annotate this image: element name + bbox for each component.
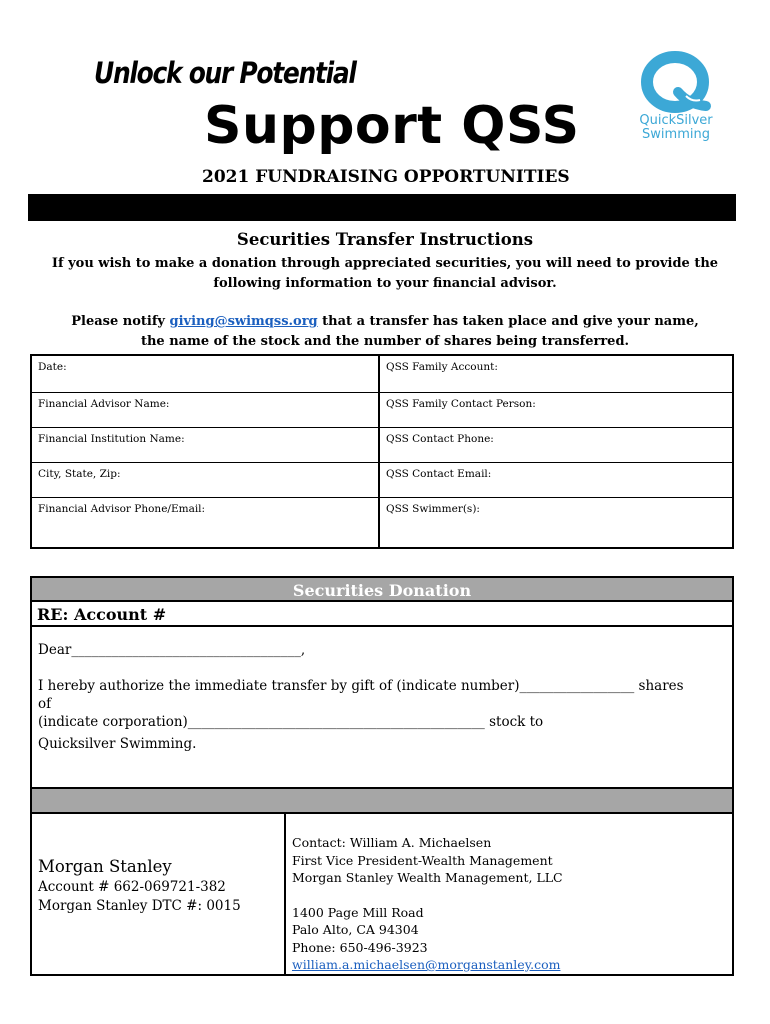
intro-text: [40, 254, 730, 294]
notify-text: [40, 312, 730, 352]
authorize-line-3: (indicate corporation)____________________________________________ stock to: [38, 714, 544, 730]
tagline: Unlock our Potential: [94, 56, 356, 90]
contact-phone-field[interactable]: QSS Contact Phone:: [386, 433, 494, 445]
contact-email-link[interactable]: william.a.michaelsen@morganstanley.com: [292, 957, 561, 972]
intro-line-2: following information to your financial advisor.: [213, 276, 557, 291]
table-row: [32, 356, 732, 393]
family-contact-field[interactable]: QSS Family Contact Person:: [386, 398, 536, 410]
table-row: [32, 428, 732, 463]
dear-line: Dear__________________________________,: [38, 642, 306, 658]
logo-text-swimming: Swimming: [642, 127, 710, 142]
bank-name: Morgan Stanley: [38, 857, 172, 876]
header-divider-bar: [28, 194, 736, 221]
notify-suffix: that a transfer has taken place and give your name,: [317, 314, 699, 329]
intro-line-1: If you wish to make a donation through appreciated securities, you will need to provide the: [51, 256, 719, 271]
section-divider-band: [32, 787, 732, 814]
authorization-letter: [32, 627, 732, 787]
authorize-line-2: of: [38, 696, 52, 712]
contact-info: [286, 814, 732, 974]
advisor-info-table: [30, 354, 734, 549]
donation-header: Securities Donation: [32, 578, 732, 602]
advisor-name-field[interactable]: Financial Advisor Name:: [32, 393, 380, 427]
advisor-phone-email-field[interactable]: Financial Advisor Phone/Email:: [32, 498, 380, 547]
city-state-zip-field[interactable]: City, State, Zip:: [32, 463, 380, 497]
quicksilver-logo: [626, 48, 726, 158]
bank-dtc: Morgan Stanley DTC #: 0015: [38, 898, 241, 914]
contact-address-2: Palo Alto, CA 94304: [292, 922, 419, 937]
date-field[interactable]: Date:: [32, 356, 380, 392]
bank-info: [32, 814, 286, 974]
page-headline: Support QSS: [204, 96, 580, 156]
table-row: [32, 393, 732, 428]
authorize-line-4: Quicksilver Swimming.: [38, 736, 197, 752]
bank-account: Account # 662-069721-382: [38, 879, 226, 895]
page-subtitle: 2021 FUNDRAISING OPPORTUNITIES: [202, 167, 570, 187]
institution-name-field[interactable]: Financial Institution Name:: [32, 428, 380, 462]
swimmers-field[interactable]: QSS Swimmer(s):: [386, 503, 480, 515]
logo-text-quicksilver: QuickSilver: [639, 113, 713, 128]
giving-email-link[interactable]: giving@swimqss.org: [169, 314, 318, 329]
contact-address-1: 1400 Page Mill Road: [292, 904, 424, 920]
contact-title: First Vice President-Wealth Management: [292, 852, 553, 868]
family-account-field[interactable]: QSS Family Account:: [386, 361, 498, 373]
contact-email-field[interactable]: QSS Contact Email:: [386, 468, 492, 480]
table-row: [32, 463, 732, 498]
re-account-field[interactable]: RE: Account #: [32, 602, 732, 627]
table-row: [32, 498, 732, 547]
notify-prefix: Please notify: [71, 314, 170, 329]
section-title: Securities Transfer Instructions: [236, 230, 534, 249]
contact-name: Contact: William A. Michaelsen: [292, 835, 492, 850]
notify-line-2: the name of the stock and the number of shares being transferred.: [140, 334, 630, 349]
contact-company: Morgan Stanley Wealth Management, LLC: [292, 870, 563, 885]
securities-donation-box: [30, 576, 734, 976]
contact-phone: Phone: 650-496-3923: [292, 939, 428, 955]
authorize-line-1: I hereby authorize the immediate transfer by gift of (indicate number)_________________ shares: [38, 678, 684, 694]
